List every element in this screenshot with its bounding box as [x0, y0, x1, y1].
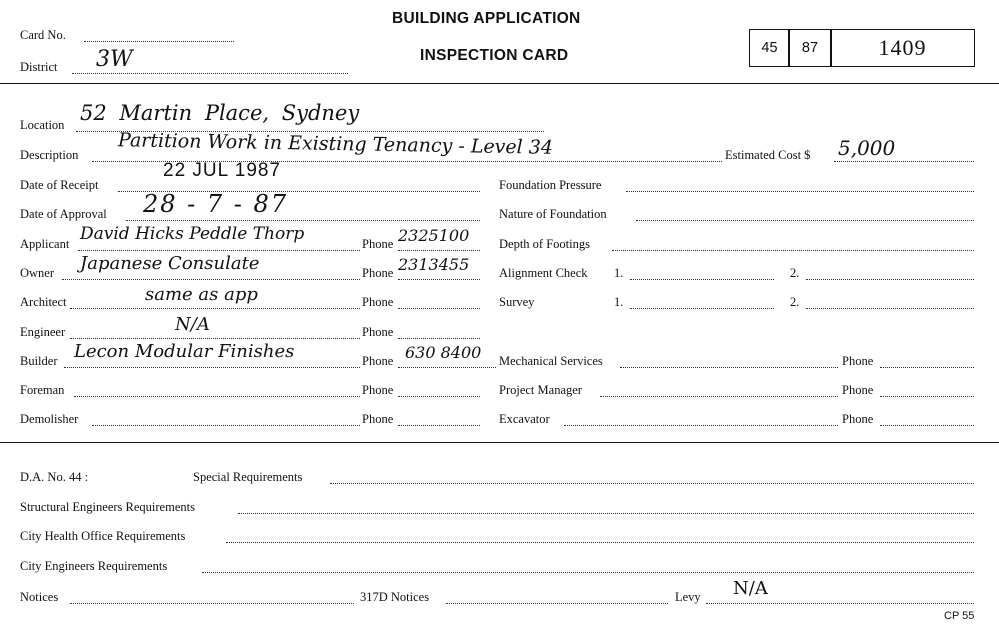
- builder-phone-label: Phone: [362, 354, 394, 368]
- alignment-check-num2: 2.: [790, 266, 800, 280]
- approval-line: [126, 220, 480, 221]
- number-box-1: [749, 29, 790, 67]
- owner-phone-value: 2313455: [398, 255, 470, 274]
- district-label: District: [20, 60, 58, 74]
- levy-label: Levy: [675, 590, 701, 604]
- owner-label: Owner: [20, 266, 55, 280]
- applicant-phone-value: 2325100: [398, 226, 470, 245]
- builder-phone-value: 630 8400: [405, 343, 482, 362]
- da-no-label: D.A. No. 44 :: [20, 470, 89, 484]
- city-health-label: City Health Office Requirements: [20, 529, 186, 543]
- architect-phone-label: Phone: [362, 295, 394, 309]
- builder-label: Builder: [20, 354, 58, 368]
- card-no-label: Card No.: [20, 28, 66, 42]
- notices-label: Notices: [20, 590, 59, 604]
- number-box-1-value: 45: [761, 40, 778, 56]
- architect-label: Architect: [20, 295, 67, 309]
- survey-num1: 1.: [614, 295, 624, 309]
- number-box-2-value: 87: [801, 40, 819, 56]
- alignment-check-line1: [630, 279, 774, 280]
- mechanical-services-line: [620, 367, 838, 368]
- architect-value: same as app: [145, 284, 258, 305]
- applicant-value: David Hicks Peddle Thorp: [80, 224, 305, 244]
- alignment-check-line2: [806, 279, 974, 280]
- foundation-pressure-line: [626, 191, 974, 192]
- city-health-line: [226, 542, 974, 543]
- receipt-stamp: 22 JUL 1987: [163, 160, 282, 181]
- card-no-line: [84, 41, 234, 42]
- nature-of-foundation-label: Nature of Foundation: [499, 207, 607, 221]
- number-box-2: [788, 29, 832, 67]
- engineer-line: [70, 338, 360, 339]
- owner-value: Japanese Consulate: [80, 253, 260, 274]
- excavator-label: Excavator: [499, 412, 550, 426]
- form-code: CP 55: [944, 610, 975, 622]
- builder-line: [64, 367, 360, 368]
- builder-value: Lecon Modular Finishes: [74, 341, 295, 362]
- district-line: [72, 73, 348, 74]
- depth-of-footings-line: [612, 250, 974, 251]
- project-manager-phone-label: Phone: [842, 383, 874, 397]
- number-box-3: [830, 29, 975, 67]
- owner-phone-label: Phone: [362, 266, 394, 280]
- demolisher-phone-line: [398, 425, 480, 426]
- city-engineers-line: [202, 572, 974, 573]
- form-title-line1: BUILDING APPLICATION: [392, 10, 581, 27]
- foreman-label: Foreman: [20, 383, 65, 397]
- estimated-cost-value: 5,000: [838, 136, 896, 160]
- location-value: 52 Martin Place, Sydney: [80, 101, 360, 125]
- depth-of-footings-label: Depth of Footings: [499, 237, 590, 251]
- engineer-phone-line: [398, 338, 480, 339]
- receipt-label: Date of Receipt: [20, 178, 99, 192]
- structural-engineers-label: Structural Engineers Requirements: [20, 500, 195, 514]
- applicant-phone-line: [398, 250, 480, 251]
- engineer-phone-label: Phone: [362, 325, 394, 339]
- special-requirements-label: Special Requirements: [193, 470, 303, 484]
- engineer-value: N/A: [175, 314, 210, 335]
- owner-line: [62, 279, 360, 280]
- approval-label: Date of Approval: [20, 207, 107, 221]
- survey-line2: [806, 308, 974, 309]
- owner-phone-line: [398, 279, 480, 280]
- foreman-phone-line: [398, 396, 480, 397]
- district-value: 3W: [96, 47, 133, 72]
- nature-of-foundation-line: [636, 220, 974, 221]
- special-requirements-line: [330, 483, 974, 484]
- structural-engineers-line: [238, 513, 974, 514]
- applicant-phone-label: Phone: [362, 237, 394, 251]
- project-manager-line: [600, 396, 838, 397]
- architect-line: [70, 308, 360, 309]
- foreman-line: [74, 396, 360, 397]
- foundation-pressure-label: Foundation Pressure: [499, 178, 602, 192]
- number-box-3-value: 1409: [878, 35, 927, 60]
- engineer-label: Engineer: [20, 325, 66, 339]
- estimated-cost-line: [834, 161, 974, 162]
- survey-num2: 2.: [790, 295, 800, 309]
- approval-value: 28 - 7 - 87: [143, 190, 289, 218]
- foreman-phone-label: Phone: [362, 383, 394, 397]
- location-label: Location: [20, 118, 65, 132]
- city-engineers-label: City Engineers Requirements: [20, 559, 168, 573]
- alignment-check-num1: 1.: [614, 266, 624, 280]
- description-value: Partition Work in Existing Tenancy - Level 34: [117, 129, 554, 159]
- survey-label: Survey: [499, 295, 535, 309]
- notices-317d-line: [446, 603, 668, 604]
- description-label: Description: [20, 148, 79, 162]
- estimated-cost-label: Estimated Cost $: [725, 148, 811, 162]
- excavator-phone-line: [880, 425, 974, 426]
- applicant-line: [78, 250, 360, 251]
- architect-phone-line: [398, 308, 480, 309]
- mechanical-services-phone-line: [880, 367, 974, 368]
- demolisher-phone-label: Phone: [362, 412, 394, 426]
- levy-value: N/A: [733, 578, 768, 599]
- project-manager-phone-line: [880, 396, 974, 397]
- demolisher-label: Demolisher: [20, 412, 79, 426]
- excavator-line: [564, 425, 838, 426]
- project-manager-label: Project Manager: [499, 383, 582, 397]
- notices-line: [70, 603, 354, 604]
- header-divider: [0, 83, 999, 84]
- form-title-line2: INSPECTION CARD: [420, 47, 569, 64]
- notices-317d-label: 317D Notices: [360, 590, 430, 604]
- bottom-divider: [0, 442, 999, 443]
- applicant-label: Applicant: [20, 237, 70, 251]
- builder-phone-line: [398, 367, 496, 368]
- alignment-check-label: Alignment Check: [499, 266, 588, 280]
- excavator-phone-label: Phone: [842, 412, 874, 426]
- survey-line1: [630, 308, 774, 309]
- levy-line: [706, 603, 974, 604]
- mechanical-services-label: Mechanical Services: [499, 354, 603, 368]
- mechanical-services-phone-label: Phone: [842, 354, 874, 368]
- demolisher-line: [92, 425, 360, 426]
